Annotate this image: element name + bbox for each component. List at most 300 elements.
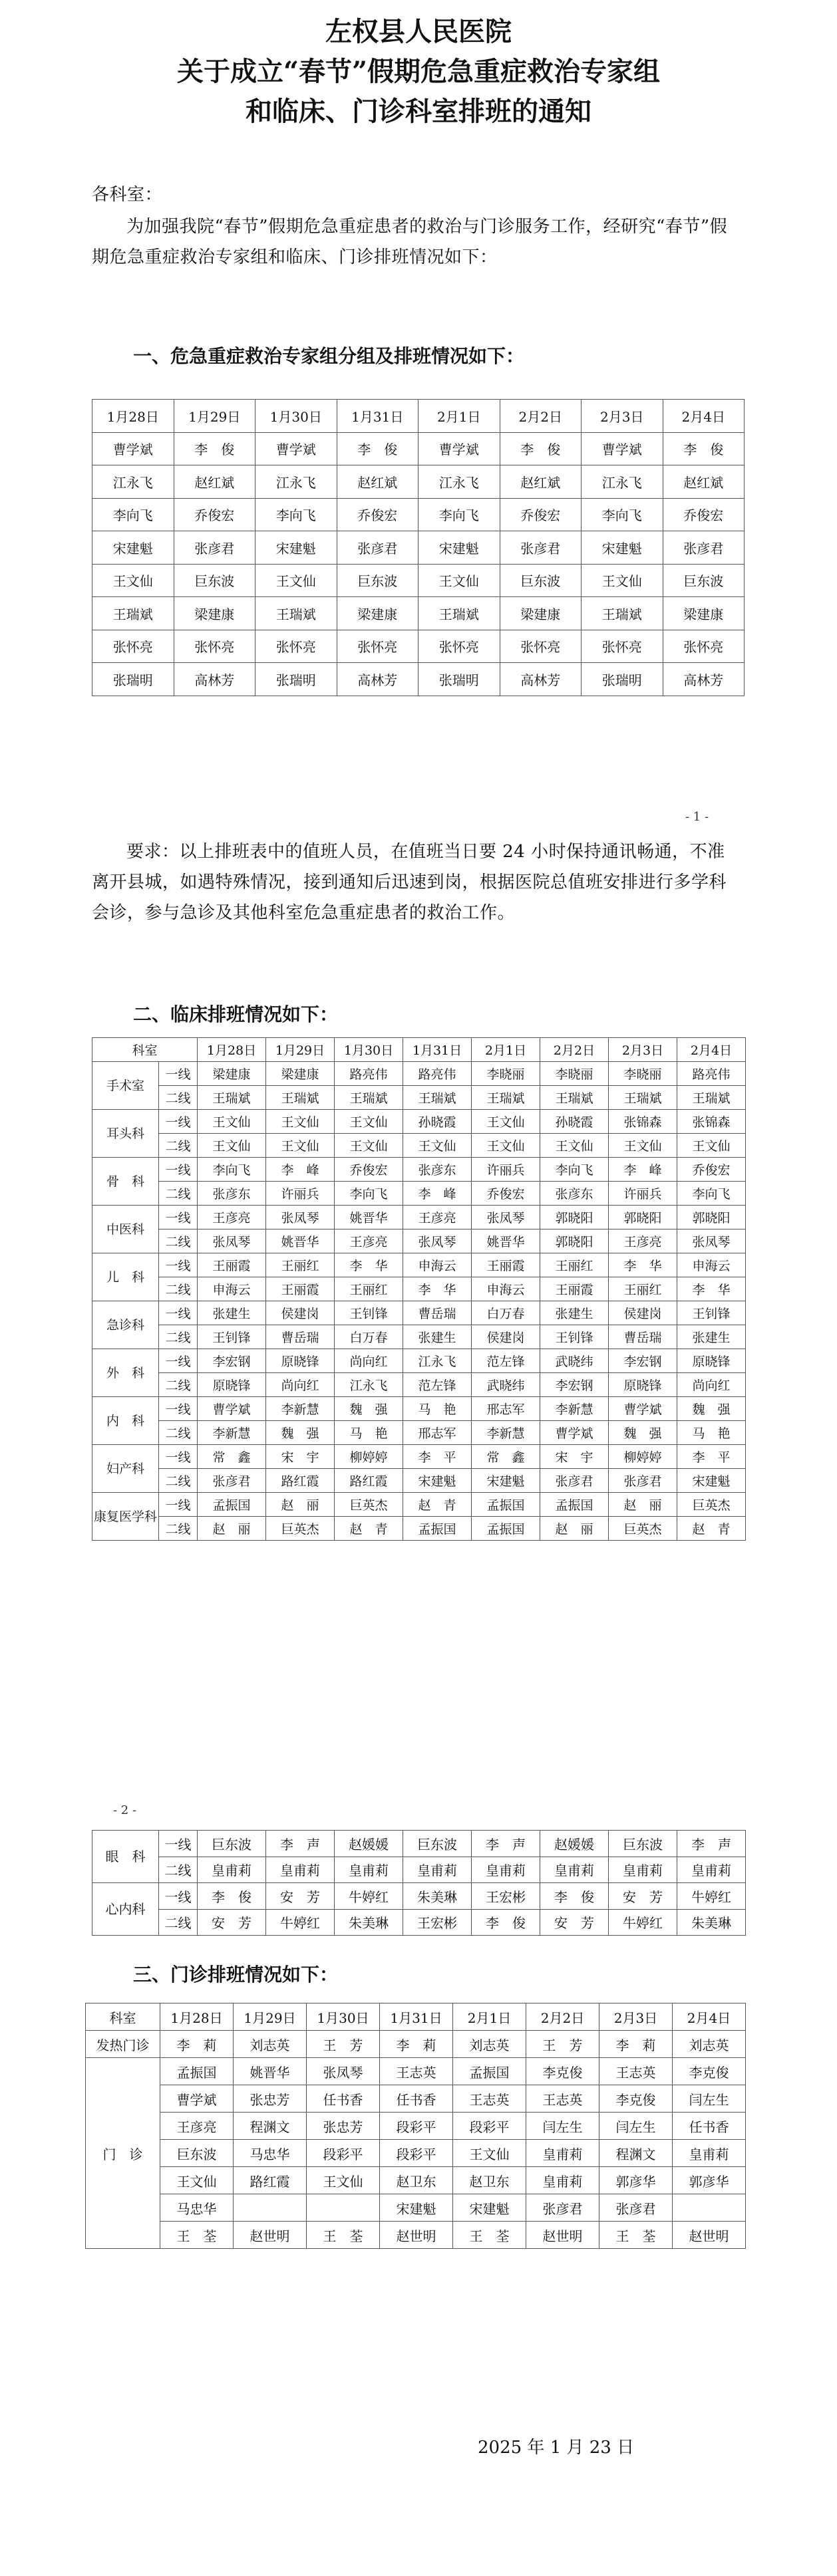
staff-cell: 王文仙 [160,2167,234,2194]
staff-cell: 王瑞斌 [609,1086,677,1110]
staff-cell: 王瑞斌 [403,1086,472,1110]
staff-cell: 江永飞 [255,465,337,499]
staff-cell: 王文仙 [609,1134,677,1158]
staff-cell: 安 芳 [198,1909,266,1936]
table-row [92,1883,746,1910]
staff-cell: 曹学斌 [609,1397,677,1421]
dept-cell: 急诊科 [92,1301,159,1349]
staff-cell: 张凤琴 [403,1229,472,1253]
table-row [92,1253,746,1277]
staff-cell: 王钊锋 [677,1301,746,1325]
staff-cell: 原晓锋 [609,1373,677,1397]
line-cell: 二线 [159,1182,198,1206]
staff-cell: 王文仙 [266,1110,335,1134]
date-header: 2月4日 [677,1038,746,1062]
table-row [86,2140,746,2167]
staff-cell: 王彦亮 [403,1206,472,1229]
staff-cell: 赵媛媛 [540,1831,609,1857]
staff-cell: 许丽兵 [609,1182,677,1206]
table-row [92,1062,746,1086]
staff-cell: 王文仙 [582,564,663,597]
table-row [92,1397,746,1421]
staff-cell: 李向飞 [198,1158,266,1182]
staff-cell: 李向飞 [582,498,663,531]
outpatient-table [85,2003,746,2249]
staff-cell: 曹学斌 [255,432,337,465]
staff-cell: 张建生 [403,1325,472,1349]
staff-cell: 白万春 [335,1325,403,1349]
staff-cell: 孟振国 [198,1493,266,1517]
staff-cell: 马忠华 [160,2194,234,2222]
staff-cell: 王瑞斌 [582,597,663,630]
staff-cell: 李新慧 [540,1397,609,1421]
table-row [86,2194,746,2222]
staff-cell: 皇甫莉 [266,1857,335,1883]
staff-cell: 王彦亮 [335,1229,403,1253]
line-cell: 二线 [159,1857,198,1883]
staff-cell: 张彦君 [198,1469,266,1493]
staff-cell: 王文仙 [403,1134,472,1158]
staff-cell: 张怀亮 [663,630,745,663]
staff-cell: 白万春 [472,1301,540,1325]
staff-cell: 王丽红 [609,1277,677,1301]
staff-cell: 李向飞 [418,498,500,531]
staff-cell: 赵世明 [526,2222,599,2249]
staff-cell: 李向飞 [540,1158,609,1182]
staff-cell: 牛婷红 [677,1883,746,1910]
staff-cell: 王文仙 [255,564,337,597]
line-cell: 一线 [159,1883,198,1910]
staff-cell: 申海云 [472,1277,540,1301]
table-row [86,2058,746,2085]
staff-cell: 赵 青 [335,1517,403,1541]
table-row [92,1493,746,1517]
line-cell: 一线 [159,1110,198,1134]
staff-cell: 许丽兵 [266,1182,335,1206]
staff-cell: 牛婷红 [266,1909,335,1936]
staff-cell: 曹学斌 [582,432,663,465]
staff-cell: 宋建魁 [380,2194,453,2222]
staff-cell: 申海云 [198,1277,266,1301]
staff-cell: 宋建魁 [92,531,174,565]
staff-cell: 高林芳 [663,663,745,696]
staff-cell: 宋建魁 [453,2194,526,2222]
staff-cell: 巨东波 [174,564,255,597]
staff-cell: 李 俊 [337,432,418,465]
staff-cell: 马 艳 [335,1421,403,1445]
dept-cell: 内 科 [92,1397,159,1445]
staff-cell: 宋建魁 [582,531,663,565]
date-header: 1月31日 [337,400,418,433]
line-cell: 一线 [159,1062,198,1086]
staff-cell: 李 俊 [663,432,745,465]
date-header: 1月28日 [160,2003,234,2031]
staff-cell: 王钊锋 [335,1301,403,1325]
staff-cell: 皇甫莉 [335,1857,403,1883]
staff-cell: 王丽霞 [472,1253,540,1277]
staff-cell: 王宏彬 [472,1883,540,1910]
staff-cell: 李克俊 [673,2058,746,2085]
dept-cell: 康复医学科 [92,1493,159,1541]
staff-cell: 马 艳 [677,1421,746,1445]
staff-cell: 张怀亮 [337,630,418,663]
staff-cell: 张凤琴 [198,1229,266,1253]
staff-cell: 郭彦华 [673,2167,746,2194]
date-header: 1月30日 [307,2003,380,2031]
staff-cell: 王瑞斌 [335,1086,403,1110]
staff-cell: 王志英 [380,2058,453,2085]
date-header: 1月29日 [174,400,255,433]
staff-cell: 李 峰 [609,1158,677,1182]
table-row [86,2222,746,2249]
staff-cell: 原晓锋 [198,1373,266,1397]
staff-cell: 申海云 [677,1253,746,1277]
staff-cell: 张瑞明 [418,663,500,696]
staff-cell: 王丽红 [335,1277,403,1301]
staff-cell: 赵 青 [677,1517,746,1541]
staff-cell: 孟振国 [453,2058,526,2085]
section3-heading: 三、门诊排班情况如下： [133,1964,339,1986]
staff-cell: 赵红斌 [174,465,255,499]
staff-cell: 李 华 [677,1277,746,1301]
staff-cell: 李晓丽 [540,1062,609,1086]
staff-cell: 王文仙 [198,1134,266,1158]
staff-cell: 柳婷婷 [609,1445,677,1469]
date-header: 2月1日 [472,1038,540,1062]
line-cell: 一线 [159,1206,198,1229]
staff-cell: 张瑞明 [582,663,663,696]
date-header: 1月29日 [266,1038,335,1062]
line-cell: 一线 [159,1397,198,1421]
table-row [92,465,745,499]
document-date: 2025 年 1 月 23 日 [478,2438,635,2458]
clinical-table-body [92,1038,746,1541]
staff-cell: 王瑞斌 [92,597,174,630]
table-row [92,1909,746,1936]
table-row [92,564,745,597]
staff-cell: 乔俊宏 [500,498,582,531]
staff-cell: 段彩平 [307,2140,380,2167]
line-cell: 一线 [159,1493,198,1517]
table-row [92,531,745,565]
staff-cell: 张怀亮 [418,630,500,663]
staff-cell: 郭晓阳 [677,1206,746,1229]
staff-cell: 王瑞斌 [198,1086,266,1110]
staff-cell: 郭彦华 [599,2167,673,2194]
staff-cell: 赵世明 [673,2222,746,2249]
staff-cell: 王 荃 [160,2222,234,2249]
line-cell: 二线 [159,1373,198,1397]
staff-cell: 江永飞 [403,1349,472,1373]
staff-cell: 朱美琳 [403,1883,472,1910]
staff-cell: 曹学斌 [198,1397,266,1421]
staff-cell: 赵卫东 [380,2167,453,2194]
staff-cell: 张瑞明 [255,663,337,696]
staff-cell: 张忠芳 [234,2085,307,2113]
staff-cell: 尚向红 [335,1349,403,1373]
staff-cell: 赵 丽 [198,1517,266,1541]
staff-cell: 张彦君 [599,2194,673,2222]
line-cell: 一线 [159,1253,198,1277]
staff-cell: 张凤琴 [677,1229,746,1253]
staff-cell: 张建生 [198,1301,266,1325]
staff-cell: 李宏钢 [540,1373,609,1397]
dept-cell: 眼 科 [92,1831,159,1883]
date-header: 2月4日 [673,2003,746,2031]
staff-cell: 张凤琴 [266,1206,335,1229]
table-row [92,1134,746,1158]
staff-cell: 段彩平 [380,2140,453,2167]
staff-cell: 王瑞斌 [418,597,500,630]
staff-cell: 宋建魁 [403,1469,472,1493]
staff-cell: 张建生 [677,1325,746,1349]
staff-cell: 王文仙 [335,1134,403,1158]
staff-cell: 李 平 [677,1445,746,1469]
staff-cell: 任书香 [673,2113,746,2140]
staff-cell: 赵红斌 [500,465,582,499]
page-number-2: - 2 - [113,1803,137,1817]
table-row [92,597,745,630]
staff-cell: 李新慧 [266,1397,335,1421]
staff-cell: 皇甫莉 [526,2167,599,2194]
staff-cell: 李 俊 [540,1883,609,1910]
staff-cell: 张瑞明 [92,663,174,696]
dept-header: 科室 [86,2003,160,2031]
table-row [92,1421,746,1445]
staff-cell: 王瑞斌 [472,1086,540,1110]
staff-cell: 巨东波 [403,1831,472,1857]
staff-cell: 王丽红 [266,1253,335,1277]
staff-cell: 王瑞斌 [266,1086,335,1110]
staff-cell: 李 俊 [472,1909,540,1936]
dept-cell: 妇产科 [92,1445,159,1493]
staff-cell: 赵世明 [234,2222,307,2249]
staff-cell: 宋建魁 [472,1469,540,1493]
staff-cell: 朱美琳 [335,1909,403,1936]
staff-cell: 李 声 [472,1831,540,1857]
staff-cell: 乔俊宏 [335,1158,403,1182]
staff-cell: 孙晓霞 [403,1110,472,1134]
dept-cell: 心内科 [92,1883,159,1936]
staff-cell: 王志英 [599,2058,673,2085]
staff-cell: 赵红斌 [663,465,745,499]
staff-cell: 王志英 [526,2085,599,2113]
table-row [92,1373,746,1397]
staff-cell: 李 峰 [403,1182,472,1206]
title-line-3: 和临床、门诊科室排班的通知 [246,96,591,127]
staff-cell: 原晓锋 [266,1349,335,1373]
staff-cell: 张锦森 [677,1110,746,1134]
staff-cell: 王宏彬 [403,1909,472,1936]
staff-cell: 路红霞 [335,1469,403,1493]
staff-cell: 高林芳 [500,663,582,696]
staff-cell: 路亮伟 [403,1062,472,1086]
staff-cell: 李 华 [403,1277,472,1301]
staff-cell: 郭晓阳 [540,1206,609,1229]
table-row [92,432,745,465]
page-number-1: - 1 - [685,810,709,824]
staff-cell: 李 峰 [266,1158,335,1182]
line-cell: 二线 [159,1421,198,1445]
staff-cell: 原晓锋 [677,1349,746,1373]
staff-cell: 邢志军 [472,1397,540,1421]
date-header: 1月29日 [234,2003,307,2031]
staff-cell [307,2194,380,2222]
staff-cell: 姚晋华 [234,2058,307,2085]
staff-cell: 张彦君 [526,2194,599,2222]
date-header: 2月3日 [582,400,663,433]
staff-cell: 范左锋 [472,1349,540,1373]
staff-cell: 高林芳 [337,663,418,696]
staff-cell: 王 荃 [453,2222,526,2249]
staff-cell: 王 芳 [307,2031,380,2058]
staff-cell: 王丽霞 [540,1277,609,1301]
table-row [86,2085,746,2113]
table-row [86,2167,746,2194]
staff-cell: 江永飞 [335,1373,403,1397]
date-header: 2月3日 [599,2003,673,2031]
staff-cell: 李向飞 [255,498,337,531]
clinical-table [92,1037,746,1541]
dept-cell: 儿 科 [92,1253,159,1301]
staff-cell: 李新慧 [472,1421,540,1445]
staff-cell: 王文仙 [418,564,500,597]
date-header: 1月30日 [255,400,337,433]
staff-cell: 任书香 [380,2085,453,2113]
staff-cell: 王文仙 [540,1134,609,1158]
staff-cell: 宋建魁 [677,1469,746,1493]
staff-cell: 赵 丽 [609,1493,677,1517]
staff-cell: 巨东波 [198,1831,266,1857]
staff-cell: 王志英 [453,2085,526,2113]
table-row [92,1206,746,1229]
staff-cell: 皇甫莉 [609,1857,677,1883]
table-row [92,1301,746,1325]
staff-cell: 巨英杰 [266,1517,335,1541]
staff-cell: 曹岳瑞 [609,1325,677,1349]
line-cell: 二线 [159,1325,198,1349]
date-header: 1月31日 [380,2003,453,2031]
staff-cell: 李向飞 [92,498,174,531]
staff-cell: 王文仙 [198,1110,266,1134]
table-row [92,1158,746,1182]
staff-cell: 闫左生 [526,2113,599,2140]
staff-cell: 尚向红 [266,1373,335,1397]
staff-cell: 张建生 [540,1301,609,1325]
staff-cell: 张彦君 [500,531,582,565]
staff-cell: 魏 强 [335,1397,403,1421]
staff-cell: 常 鑫 [472,1445,540,1469]
date-header: 2月2日 [526,2003,599,2031]
table-row [92,1110,746,1134]
staff-cell: 李 声 [266,1831,335,1857]
clinical-table-continued-body [92,1831,746,1936]
staff-cell: 梁建康 [266,1062,335,1086]
staff-cell: 赵红斌 [337,465,418,499]
staff-cell: 武晓纬 [540,1349,609,1373]
staff-cell: 安 芳 [609,1883,677,1910]
staff-cell: 李晓丽 [472,1062,540,1086]
staff-cell: 宋建魁 [255,531,337,565]
staff-cell: 尚向红 [677,1373,746,1397]
staff-cell: 王文仙 [472,1134,540,1158]
staff-cell: 侯建岗 [609,1301,677,1325]
staff-cell: 张彦君 [609,1469,677,1493]
staff-cell: 王文仙 [677,1134,746,1158]
staff-cell: 孙晓霞 [540,1110,609,1134]
staff-cell: 曹学斌 [418,432,500,465]
staff-cell: 梁建康 [337,597,418,630]
staff-cell: 皇甫莉 [198,1857,266,1883]
staff-cell: 王钊锋 [540,1325,609,1349]
staff-cell: 赵媛媛 [335,1831,403,1857]
staff-cell: 牛婷红 [335,1883,403,1910]
header-row [86,2003,746,2031]
staff-cell: 梁建康 [174,597,255,630]
staff-cell: 李克俊 [526,2058,599,2085]
table-row [92,1182,746,1206]
staff-cell: 侯建岗 [266,1301,335,1325]
date-header: 1月31日 [403,1038,472,1062]
staff-cell: 刘志英 [453,2031,526,2058]
table-row [92,663,745,696]
staff-cell: 巨东波 [337,564,418,597]
staff-cell: 王彦亮 [198,1206,266,1229]
staff-cell: 巨英杰 [609,1517,677,1541]
staff-cell: 皇甫莉 [472,1857,540,1883]
dept-cell: 门 诊 [86,2058,160,2249]
date-header: 1月30日 [335,1038,403,1062]
staff-cell: 王瑞斌 [540,1086,609,1110]
expert-table-body [92,400,745,696]
dept-cell: 手术室 [92,1062,159,1110]
staff-cell: 李 俊 [174,432,255,465]
staff-cell: 柳婷婷 [335,1445,403,1469]
staff-cell: 巨英杰 [677,1493,746,1517]
staff-cell: 段彩平 [380,2113,453,2140]
staff-cell: 巨东波 [663,564,745,597]
staff-cell: 张彦君 [174,531,255,565]
date-header: 2月2日 [540,1038,609,1062]
staff-cell: 王 荃 [599,2222,673,2249]
staff-cell: 闫左生 [673,2085,746,2113]
staff-cell: 张凤琴 [472,1206,540,1229]
staff-cell: 王文仙 [453,2140,526,2167]
date-header: 1月28日 [198,1038,266,1062]
staff-cell: 常 鑫 [198,1445,266,1469]
table-row [92,1517,746,1541]
table-row [92,1831,746,1857]
staff-cell: 高林芳 [174,663,255,696]
clinical-table-continued [92,1830,746,1936]
line-cell: 一线 [159,1349,198,1373]
staff-cell: 赵 青 [403,1493,472,1517]
line-cell: 一线 [159,1158,198,1182]
staff-cell: 张怀亮 [92,630,174,663]
staff-cell: 刘志英 [673,2031,746,2058]
staff-cell: 李 俊 [198,1883,266,1910]
staff-cell: 孟振国 [472,1493,540,1517]
staff-cell: 江永飞 [92,465,174,499]
staff-cell: 李 俊 [500,432,582,465]
table-row [86,2113,746,2140]
staff-cell: 魏 强 [609,1421,677,1445]
staff-cell: 李宏钢 [198,1349,266,1373]
date-header: 2月4日 [663,400,745,433]
date-header: 1月28日 [92,400,174,433]
staff-cell: 范左锋 [403,1373,472,1397]
dept-cell: 中医科 [92,1206,159,1253]
